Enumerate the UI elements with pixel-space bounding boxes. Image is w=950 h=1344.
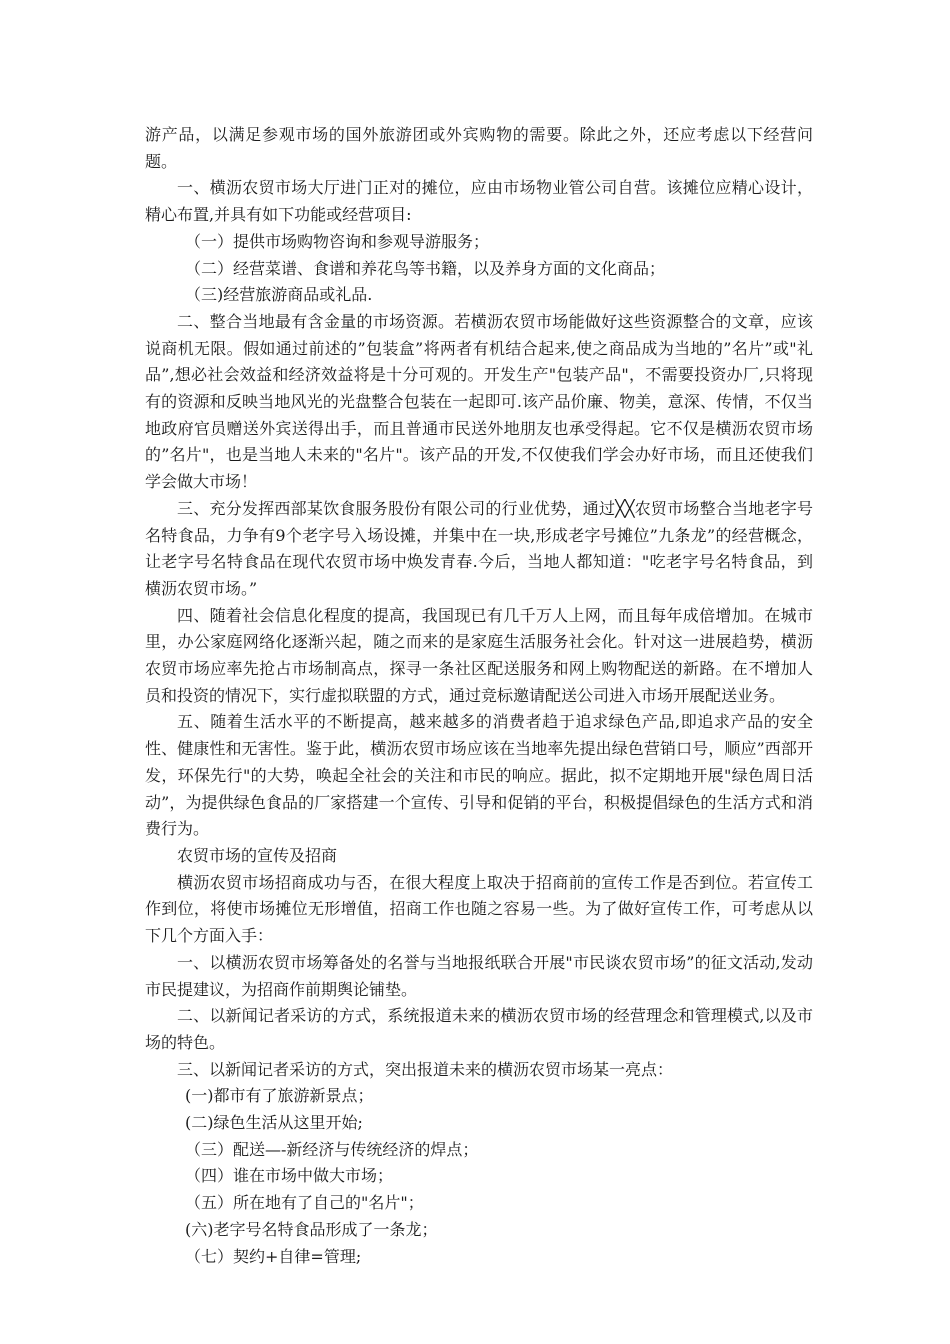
list-item: （一）提供市场购物咨询和参观导游服务； [185,231,490,251]
paragraph: 二、以新闻记者采访的方式，系统报道未来的横沥农贸市场的经营理念和管理模式,以及市场的特色。 [145,1006,813,1052]
document-body [145,122,813,1270]
list-item: （三)经营旅游商品或礼品. [185,285,373,305]
paragraph: 二、整合当地最有含金量的市场资源。若横沥农贸市场能做好这些资源整合的文章，应该说商机无限。假如通过前述的”包装盒”将两者有机结合起来,使之商品成为当地的”名片”或"礼品”,想必社会效益和经济效益将是十分可观的。开发生产"包装产品"，不需要投资办厂,只将现有的资源和反映当地风光的光盘整合包装在一起即可.该产品价廉、物美，意深、传情，不仅当地政府官员赠送外宾送得出手，而且普通市民送外地朋友也承受得起。它不仅是横沥农贸市场的”名片"，也是当地人未来的"名片"。该产品的开发,不仅使我们学会办好市场，而且还使我们学会做大市场！ [145,311,813,492]
paragraph: 游产品，以满足参观市场的国外旅游团或外宾购物的需要。除此之外，还应考虑以下经营问题。 [145,125,813,171]
paragraph: 横沥农贸市场招商成功与否，在很大程度上取决于招商前的宣传工作是否到位。若宣传工作到位，将使市场摊位无形增值，招商工作也随之容易一些。为了做好宣传工作，可考虑从以下几个方面入手： [145,872,813,946]
list-item: （四）谁在市场中做大市场； [185,1166,394,1186]
paragraph: 三、充分发挥西部某饮食服务股份有限公司的行业优势，通过╳╳农贸市场整合当地老字号名特食品，力争有9个老字号入场设摊，并集中在一块,形成老字号摊位”九条龙”的经营概念，让老字号名特食品在现代农贸市场中焕发青春.今后，当地人都知道："吃老字号名特食品，到横沥农贸市场。” [145,498,813,598]
section-heading: 农贸市场的宣传及招商 [177,845,338,865]
paragraph: 一、横沥农贸市场大厅进门正对的摊位，应由市场物业管公司自营。该摊位应精心设计，精心布置,并具有如下功能或经营项目: [145,178,813,225]
list-item: (二)绿色生活从这里开始; [185,1113,363,1133]
list-item: （三）配送—-新经济与传统经济的焊点； [185,1139,479,1159]
paragraph: 三、以新闻记者采访的方式，突出报道未来的横沥农贸市场某一亮点： [177,1059,674,1079]
paragraph: 五、随着生活水平的不断提高，越来越多的消费者趋于追求绿色产品,即追求产品的安全性、健康性和无害性。鉴于此，横沥农贸市场应该在当地率先提出绿色营销口号，顺应”西部开发，环保先行"的大势，唤起全社会的关注和市民的响应。据此，拟不定期地开展"绿色周日活动”，为提供绿色食品的厂家搭建一个宣传、引导和促销的平台，积极提倡绿色的生活方式和消费行为。 [145,712,813,839]
list-item: (一)都市有了旅游新景点； [185,1086,374,1106]
list-item: （二）经营菜谱、食谱和养花鸟等书籍，以及养身方面的文化商品； [185,258,666,278]
list-item: （五）所在地有了自己的"名片"； [185,1193,424,1213]
paragraph: 四、随着社会信息化程度的提高，我国现已有几千万人上网，而且每年成倍增加。在城市里，办公家庭网络化逐渐兴起，随之而来的是家庭生活服务社会化。针对这一进展趋势，横沥农贸市场应率先抢占市场制高点，探寻一条社区配送服务和网上购物配送的新路。在不增加人员和投资的情况下，实行虚拟联盟的方式，通过竞标邀请配送公司进入市场开展配送业务。 [145,605,813,705]
paragraph: 一、以横沥农贸市场筹备处的名誉与当地报纸联合开展"市民谈农贸市场”的征文活动,发动市民提建议，为招商作前期舆论铺垫。 [145,952,813,999]
list-item: （七）契约+自律=管理; [185,1246,362,1266]
list-item: (六)老字号名特食品形成了一条龙； [185,1219,438,1239]
